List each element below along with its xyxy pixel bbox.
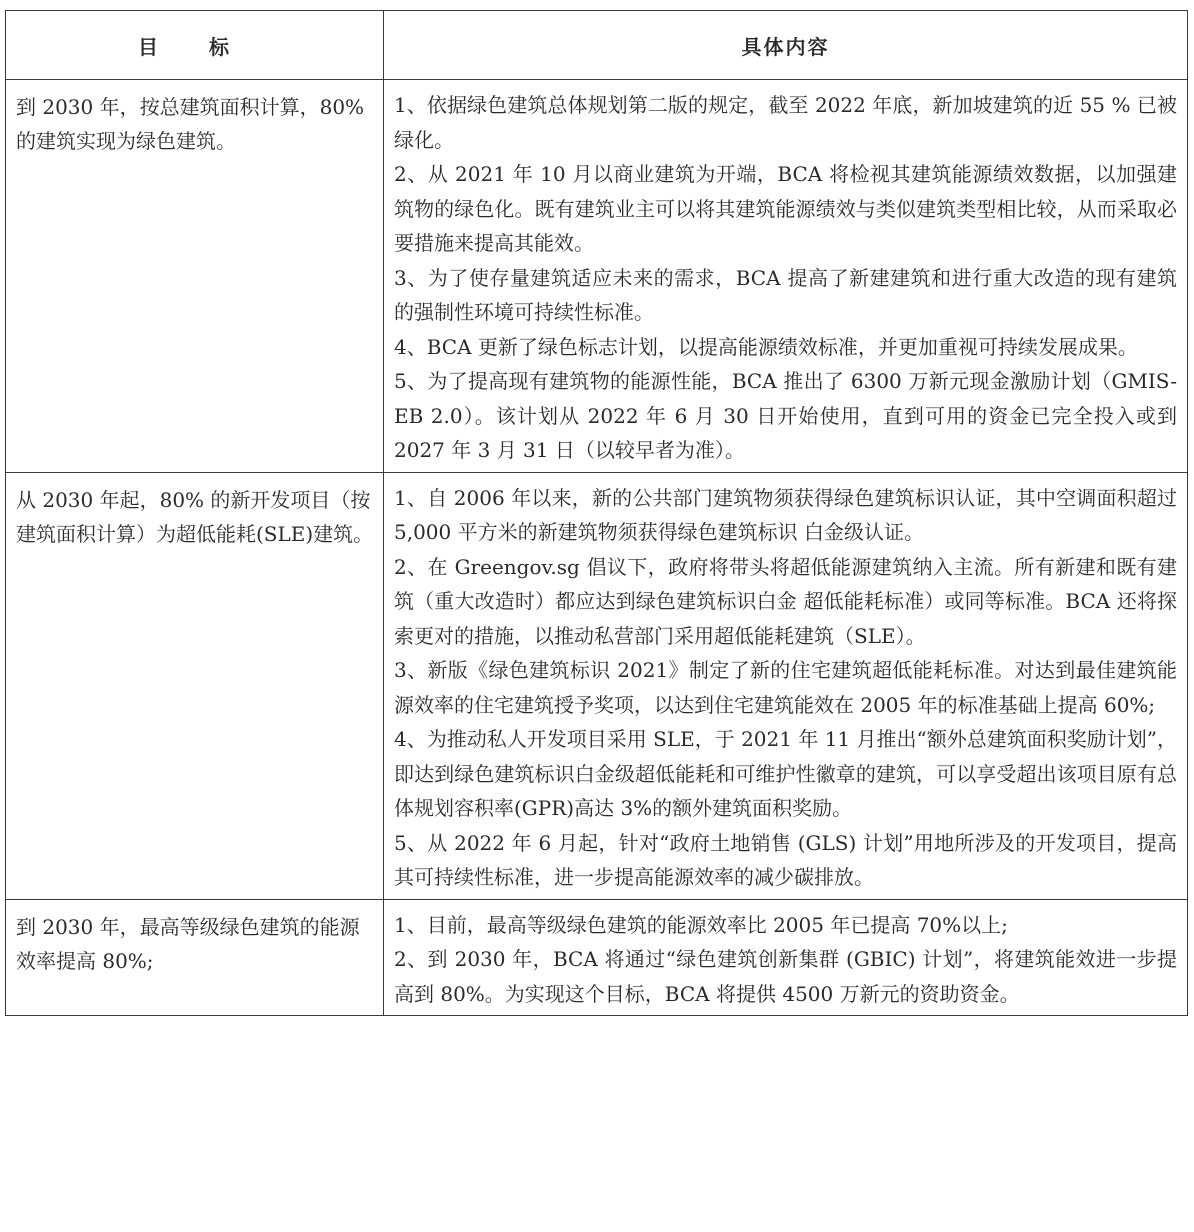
content-cell bbox=[384, 80, 1188, 473]
list-item: 3、为了使存量建筑适应未来的需求，BCA 提高了新建建筑和进行重大改造的现有建筑的强制性环境可持续性标准。 bbox=[394, 265, 1177, 324]
list-item: 5、从 2022 年 6 月起，针对“政府土地销售 (GLS) 计划”用地所涉及的开发项目，提高其可持续性标准，进一步提高能源效率的减少碳排放。 bbox=[394, 830, 1177, 889]
content-cell bbox=[384, 472, 1188, 899]
list-item: 4、BCA 更新了绿色标志计划，以提高能源绩效标准，并更加重视可持续发展成果。 bbox=[394, 334, 1138, 359]
list-item: 1、自 2006 年以来，新的公共部门建筑物须获得绿色建筑标识认证，其中空调面积超过 5,000 平方米的新建筑物须获得绿色建筑标识 白金级认证。 bbox=[394, 485, 1177, 544]
table-row bbox=[6, 472, 1188, 899]
header-goal bbox=[6, 11, 384, 80]
goal-cell: 从 2030 年起，80% 的新开发项目（按建筑面积计算）为超低能耗(SLE)建筑。 bbox=[6, 472, 384, 899]
content-cell bbox=[384, 899, 1188, 1016]
header-goal-label: 目 标 bbox=[138, 34, 251, 59]
table-row bbox=[6, 80, 1188, 473]
list-item: 2、在 Greengov.sg 倡议下，政府将带头将超低能源建筑纳入主流。所有新建和既有建筑（重大改造时）都应达到绿色建筑标识白金 超低能耗标准）或同等标准。BCA 还将探索更对的措施，以推动私营部门采用超低能耗建筑（SLE）。 bbox=[394, 554, 1177, 648]
header-row bbox=[6, 11, 1188, 80]
list-item: 2、到 2030 年，BCA 将通过“绿色建筑创新集群 (GBIC) 计划”，将建筑能效进一步提高到 80%。为实现这个目标，BCA 将提供 4500 万新元的资助资金。 bbox=[394, 947, 1177, 1006]
list-item: 1、目前，最高等级绿色建筑的能源效率比 2005 年已提高 70%以上; bbox=[394, 912, 1008, 937]
list-item: 5、为了提高现有建筑物的能源性能，BCA 推出了 6300 万新元现金激励计划（GMIS-EB 2.0）。该计划从 2022 年 6 月 30 日开始使用，直到可用的资金已完全投入或到 2027 年 3 月 31 日（以较早者为准）。 bbox=[394, 369, 1177, 462]
goal-cell: 到 2030 年，按总建筑面积计算，80% 的建筑实现为绿色建筑。 bbox=[6, 80, 384, 473]
list-item: 4、为推动私人开发项目采用 SLE，于 2021 年 11 月推出“额外总建筑面积奖励计划”，即达到绿色建筑标识白金级超低能耗和可维护性徽章的建筑，可以享受超出该项目原有总体规划容积率(GPR)高达 3%的额外建筑面积奖励。 bbox=[394, 727, 1177, 820]
list-item: 3、新版《绿色建筑标识 2021》制定了新的住宅建筑超低能耗标准。对达到最佳建筑能源效率的住宅建筑授予奖项，以达到住宅建筑能效在 2005 年的标准基础上提高 60%; bbox=[394, 658, 1177, 717]
list-item: 2、从 2021 年 10 月以商业建筑为开端，BCA 将检视其建筑能源绩效数据，以加强建筑物的绿色化。既有建筑业主可以将其建筑能源绩效与类似建筑类型相比较，从而采取必要措施来提高其能效。 bbox=[394, 162, 1177, 255]
list-item: 1、依据绿色建筑总体规划第二版的规定，截至 2022 年底，新加坡建筑的近 55 % 已被绿化。 bbox=[394, 93, 1177, 152]
table-row bbox=[6, 899, 1188, 1016]
goal-cell: 到 2030 年，最高等级绿色建筑的能源效率提高 80%; bbox=[6, 899, 384, 1016]
policy-table bbox=[5, 10, 1188, 1016]
header-content: 具体内容 bbox=[384, 11, 1188, 80]
